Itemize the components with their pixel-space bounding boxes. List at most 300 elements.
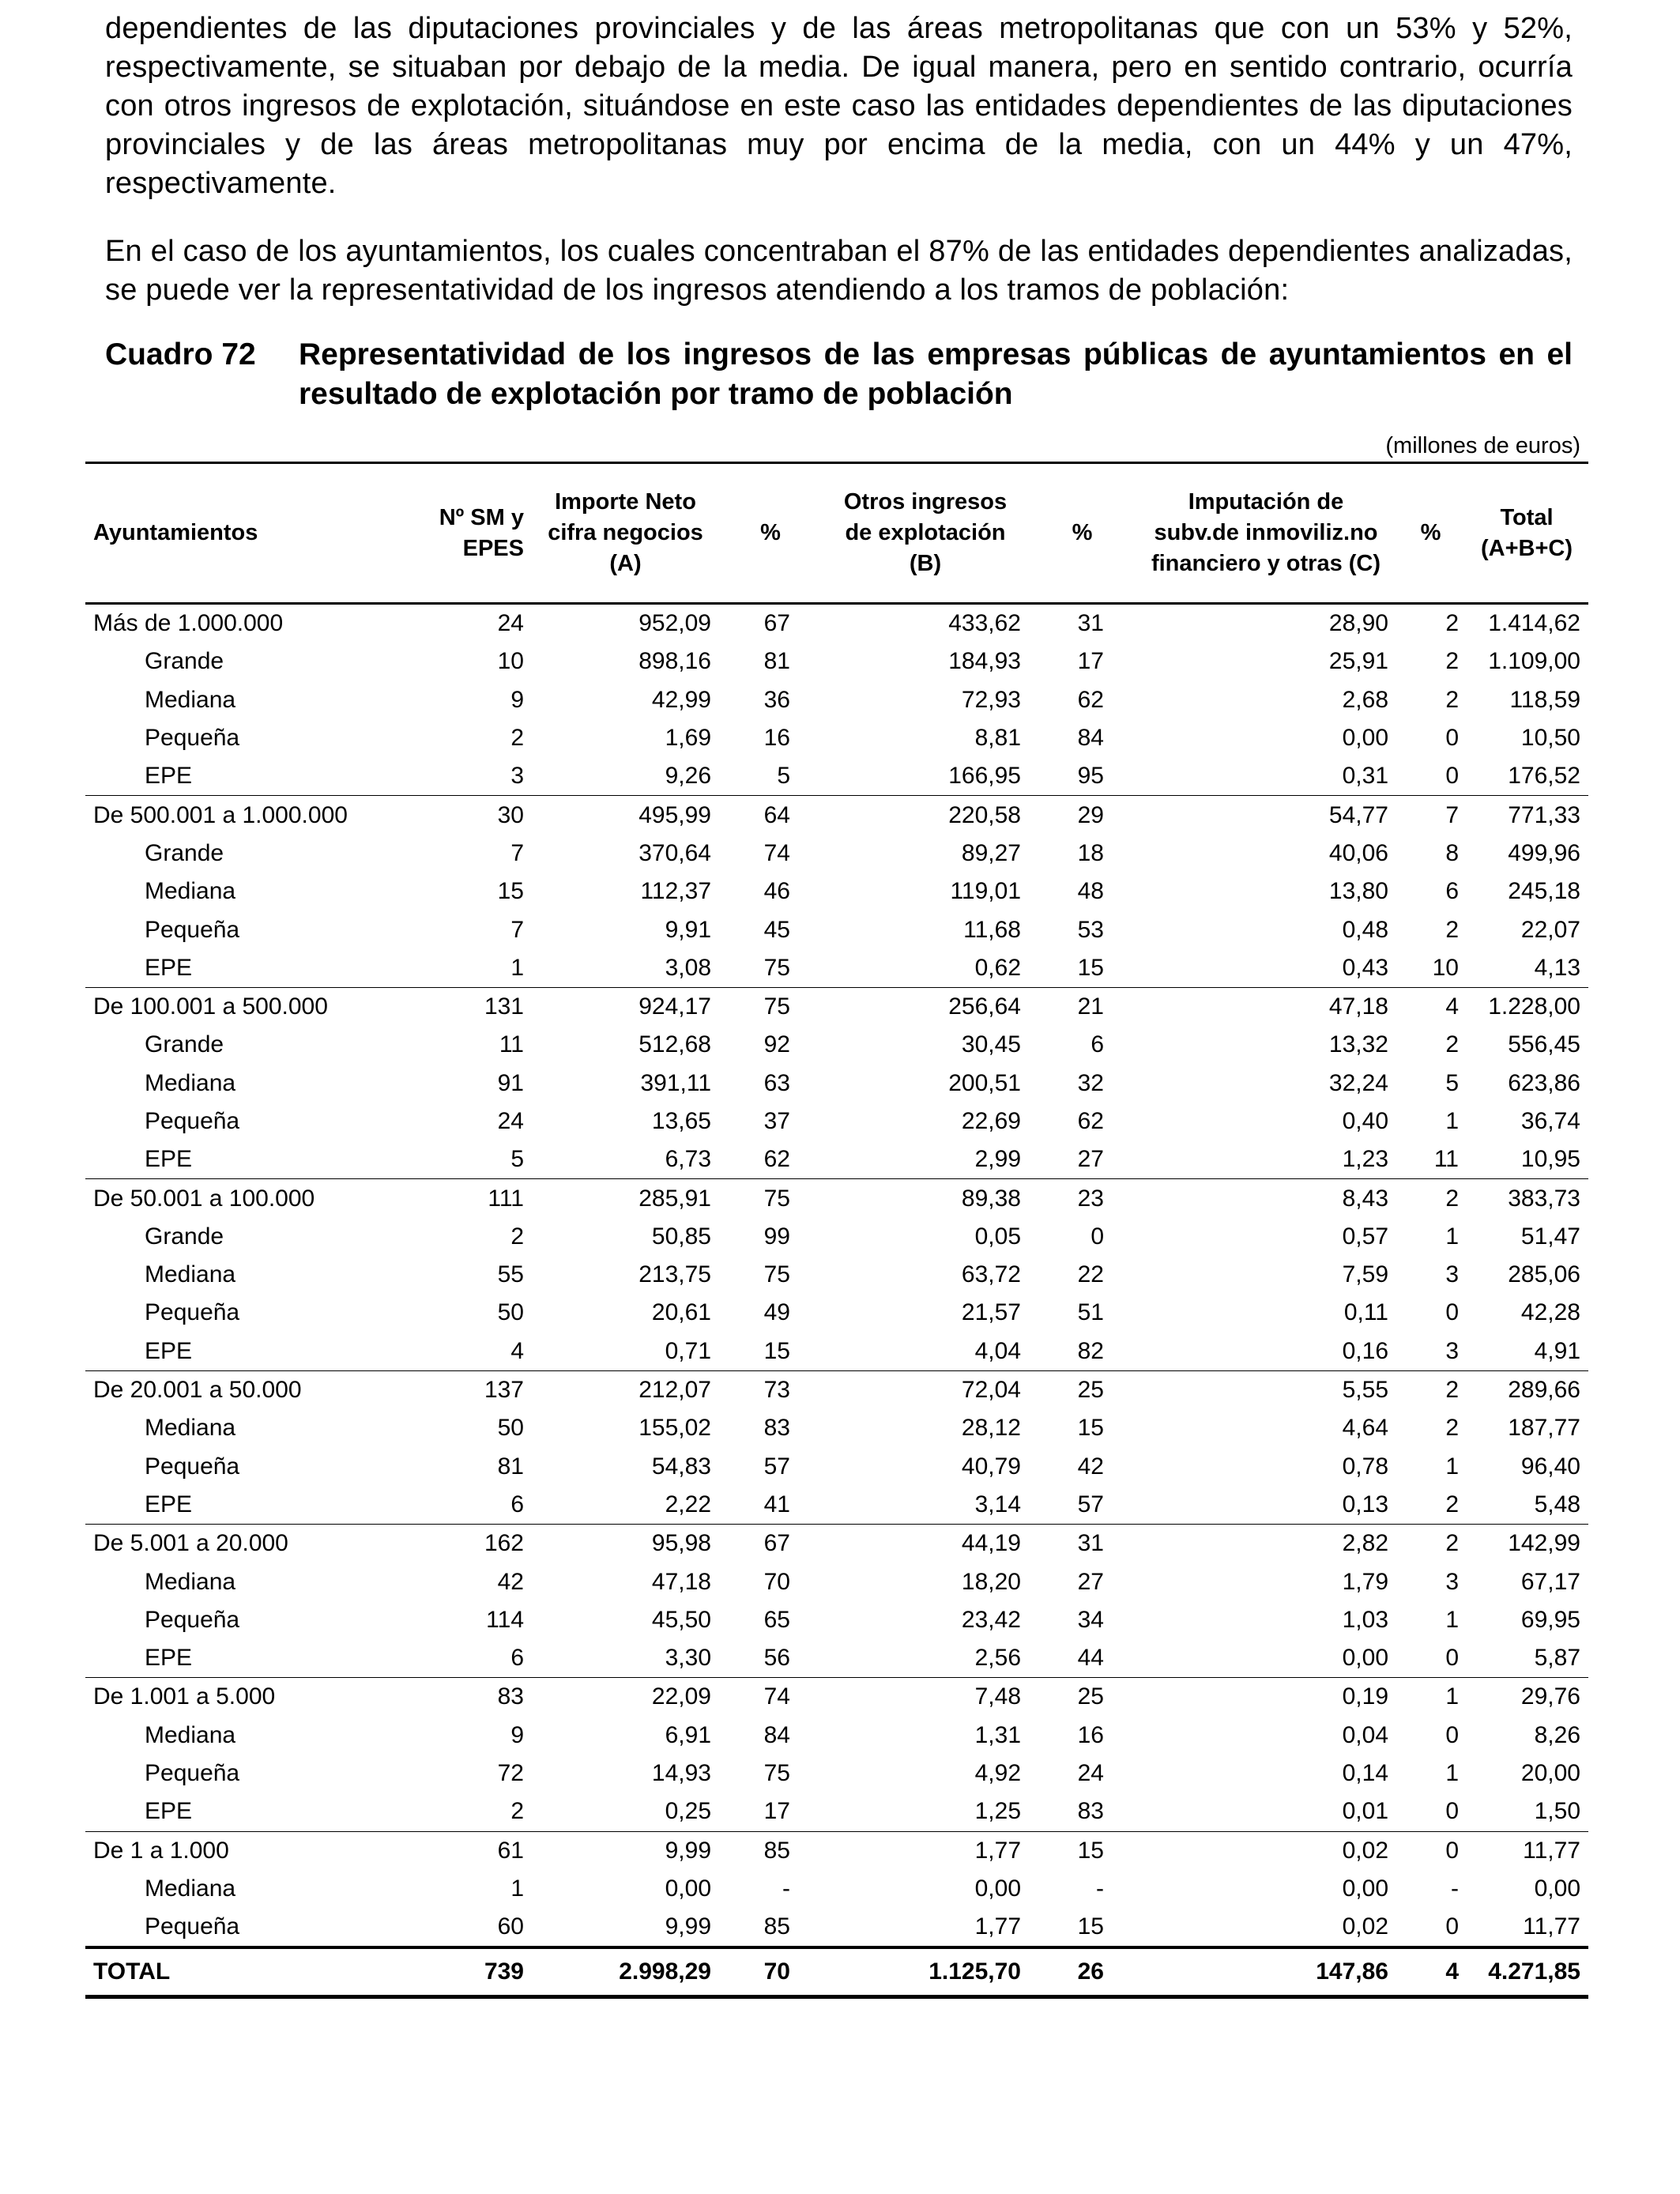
cell-imputacion: 0,40 xyxy=(1342,1108,1388,1134)
cell-pct-a: 46 xyxy=(763,878,790,905)
cell-pct-a: 75 xyxy=(763,1760,790,1787)
row-label: De 5.001 a 20.000 xyxy=(85,1525,408,1563)
col-header-total: Total (A+B+C) xyxy=(1465,463,1588,604)
cell-pct-c: 3 xyxy=(1445,1337,1459,1364)
cell-num-entities: 15 xyxy=(497,878,524,905)
cell-pct-a: 15 xyxy=(763,1337,790,1364)
row-label: Pequeña xyxy=(145,1299,240,1326)
cell-pct-c: 4 xyxy=(1396,1947,1465,1997)
cell-importe-neto: 9,99 xyxy=(665,1913,711,1940)
cell-pct-c: 0 xyxy=(1445,1645,1459,1672)
col-header-ayuntamientos: Ayuntamientos xyxy=(85,463,408,604)
table-header-row xyxy=(85,463,1588,604)
cell-pct-c: 2 xyxy=(1396,604,1465,643)
cell-imputacion: 1,23 xyxy=(1342,1146,1388,1173)
cell-importe-neto: 6,91 xyxy=(665,1721,711,1748)
table-row xyxy=(85,1256,1588,1294)
table-row xyxy=(85,873,1588,910)
cell-importe-neto: 370,64 xyxy=(638,839,711,866)
cell-num-entities: 4 xyxy=(510,1337,524,1364)
col-header-num-entities: Nº SM y EPES xyxy=(408,463,532,604)
cell-num-entities: 50 xyxy=(497,1415,524,1442)
cell-num-entities: 7 xyxy=(510,839,524,866)
cell-total: 0,00 xyxy=(1534,1875,1580,1902)
row-label: TOTAL xyxy=(85,1947,408,1997)
cell-otros-ingresos: 433,62 xyxy=(822,604,1029,643)
cell-imputacion: 0,04 xyxy=(1342,1721,1388,1748)
cell-pct-a: 41 xyxy=(763,1491,790,1517)
cell-pct-b: 62 xyxy=(1077,686,1104,713)
cell-pct-a: 70 xyxy=(763,1568,790,1595)
caption-title: Representatividad de los ingresos de las empresas públicas de ayuntamientos en el resultado de explotación por tramo de población xyxy=(299,337,1573,411)
cell-imputacion: 0,48 xyxy=(1342,916,1388,943)
cell-importe-neto: 212,07 xyxy=(532,1370,719,1409)
cell-imputacion: 7,59 xyxy=(1342,1261,1388,1288)
cell-num-entities: 60 xyxy=(497,1913,524,1940)
cell-pct-b: 42 xyxy=(1077,1453,1104,1480)
cell-importe-neto: 14,93 xyxy=(651,1760,711,1787)
cell-pct-a: 70 xyxy=(719,1947,822,1997)
cell-num-entities: 50 xyxy=(497,1299,524,1326)
table-row xyxy=(85,643,1588,680)
cell-pct-b: 27 xyxy=(1077,1568,1104,1595)
cell-pct-a: - xyxy=(782,1875,790,1902)
cell-importe-neto: 3,08 xyxy=(665,954,711,981)
cell-pct-c: 8 xyxy=(1445,839,1459,866)
row-label: EPE xyxy=(145,1798,193,1825)
row-label: Grande xyxy=(145,839,224,866)
cell-importe-neto: 13,65 xyxy=(651,1108,711,1134)
cell-imputacion: 1,79 xyxy=(1342,1568,1388,1595)
cell-pct-a: 17 xyxy=(763,1798,790,1825)
cell-otros-ingresos: 184,93 xyxy=(948,648,1021,675)
cell-total: 10,50 xyxy=(1520,725,1580,752)
table-row xyxy=(85,1563,1588,1600)
row-label: EPE xyxy=(145,1146,193,1173)
cell-pct-b: 51 xyxy=(1077,1299,1104,1326)
cell-pct-b: 34 xyxy=(1077,1606,1104,1633)
table-group-row xyxy=(85,1525,1588,1563)
cell-pct-a: 99 xyxy=(763,1223,790,1250)
cell-imputacion: 4,64 xyxy=(1342,1415,1388,1442)
cell-importe-neto: 3,30 xyxy=(665,1645,711,1672)
cell-imputacion: 0,43 xyxy=(1342,954,1388,981)
cell-total: 8,26 xyxy=(1534,1721,1580,1748)
cell-num-entities: 1 xyxy=(510,954,524,981)
cell-importe-neto: 285,91 xyxy=(532,1179,719,1218)
cell-pct-c: 0 xyxy=(1396,1831,1465,1870)
cell-imputacion: 5,55 xyxy=(1136,1370,1396,1409)
cell-num-entities: 10 xyxy=(497,648,524,675)
cell-pct-b: 53 xyxy=(1077,916,1104,943)
cell-otros-ingresos: 44,19 xyxy=(822,1525,1029,1563)
cell-imputacion: 1,03 xyxy=(1342,1606,1388,1633)
cell-pct-a: 85 xyxy=(719,1831,822,1870)
cell-importe-neto: 495,99 xyxy=(532,796,719,835)
cell-pct-a: 57 xyxy=(763,1453,790,1480)
cell-importe-neto: 2.998,29 xyxy=(532,1947,719,1997)
cell-num-entities: 2 xyxy=(510,1223,524,1250)
cell-importe-neto: 0,00 xyxy=(665,1875,711,1902)
cell-pct-a: 36 xyxy=(763,686,790,713)
row-label: Pequeña xyxy=(145,725,240,752)
cell-pct-b: 25 xyxy=(1029,1370,1136,1409)
row-label: De 20.001 a 50.000 xyxy=(85,1370,408,1409)
cell-total: 245,18 xyxy=(1508,878,1580,905)
cell-imputacion: 0,00 xyxy=(1342,1875,1388,1902)
cell-pct-a: 74 xyxy=(763,839,790,866)
cell-pct-b: 31 xyxy=(1029,1525,1136,1563)
cell-pct-b: 15 xyxy=(1029,1831,1136,1870)
cell-total: 623,86 xyxy=(1508,1069,1580,1096)
cell-num-entities: 162 xyxy=(408,1525,532,1563)
cell-otros-ingresos: 0,62 xyxy=(974,954,1021,981)
table-row xyxy=(85,1103,1588,1140)
cell-pct-c: 2 xyxy=(1445,1415,1459,1442)
cell-total: 51,47 xyxy=(1520,1223,1580,1250)
cell-importe-neto: 9,91 xyxy=(665,916,711,943)
cell-pct-a: 83 xyxy=(763,1415,790,1442)
row-label: Pequeña xyxy=(145,1760,240,1787)
cell-total: 4,91 xyxy=(1534,1337,1580,1364)
cell-total: 5,48 xyxy=(1534,1491,1580,1517)
cell-otros-ingresos: 28,12 xyxy=(961,1415,1021,1442)
cell-total: 285,06 xyxy=(1508,1261,1580,1288)
cell-otros-ingresos: 0,05 xyxy=(974,1223,1021,1250)
cell-total: 176,52 xyxy=(1508,763,1580,790)
cell-pct-a: 64 xyxy=(719,796,822,835)
cell-otros-ingresos: 72,04 xyxy=(822,1370,1029,1409)
cell-pct-a: 45 xyxy=(763,916,790,943)
cell-num-entities: 11 xyxy=(499,1031,524,1058)
table-row xyxy=(85,1294,1588,1332)
cell-num-entities: 5 xyxy=(510,1146,524,1173)
row-label: Mediana xyxy=(145,1261,236,1288)
cell-otros-ingresos: 166,95 xyxy=(948,763,1021,790)
col-header-pct-a: % xyxy=(719,463,822,604)
cell-pct-c: 0 xyxy=(1445,1299,1459,1326)
cell-imputacion: 25,91 xyxy=(1328,648,1388,675)
cell-otros-ingresos: 89,38 xyxy=(822,1179,1029,1218)
cell-otros-ingresos: 1.125,70 xyxy=(822,1947,1029,1997)
cell-pct-c: 7 xyxy=(1396,796,1465,835)
cell-num-entities: 1 xyxy=(510,1875,524,1902)
cell-total: 67,17 xyxy=(1520,1568,1580,1595)
table-group-row xyxy=(85,796,1588,835)
row-label: Mediana xyxy=(145,1069,236,1096)
cell-imputacion: 0,02 xyxy=(1342,1913,1388,1940)
cell-importe-neto: 42,99 xyxy=(651,686,711,713)
row-label: De 50.001 a 100.000 xyxy=(85,1179,408,1218)
cell-total: 4.271,85 xyxy=(1465,1947,1588,1997)
cell-otros-ingresos: 22,69 xyxy=(961,1108,1021,1134)
cell-importe-neto: 6,73 xyxy=(665,1146,711,1173)
cell-pct-b: 0 xyxy=(1090,1223,1104,1250)
row-label: EPE xyxy=(145,1491,193,1517)
cell-total: 1,50 xyxy=(1534,1798,1580,1825)
cell-otros-ingresos: 89,27 xyxy=(961,839,1021,866)
cell-otros-ingresos: 2,99 xyxy=(974,1146,1021,1173)
cell-total: 22,07 xyxy=(1520,916,1580,943)
cell-pct-a: 74 xyxy=(719,1678,822,1717)
cell-otros-ingresos: 1,77 xyxy=(974,1913,1021,1940)
row-label: De 100.001 a 500.000 xyxy=(85,987,408,1026)
cell-imputacion: 0,16 xyxy=(1342,1337,1388,1364)
cell-total: 36,74 xyxy=(1520,1108,1580,1134)
cell-imputacion: 0,14 xyxy=(1342,1760,1388,1787)
col-header-pct-b: % xyxy=(1029,463,1136,604)
table-row xyxy=(85,1065,1588,1103)
cell-importe-neto: 898,16 xyxy=(638,648,711,675)
cell-pct-a: 16 xyxy=(763,725,790,752)
cell-pct-a: 85 xyxy=(763,1913,790,1940)
cell-otros-ingresos: 200,51 xyxy=(948,1069,1021,1096)
cell-pct-a: 73 xyxy=(719,1370,822,1409)
cell-pct-c: 0 xyxy=(1445,1721,1459,1748)
cell-total: 556,45 xyxy=(1508,1031,1580,1058)
table-row xyxy=(85,1908,1588,1947)
cell-num-entities: 61 xyxy=(408,1831,532,1870)
cell-importe-neto: 54,83 xyxy=(651,1453,711,1480)
cell-pct-c: 2 xyxy=(1396,1370,1465,1409)
cell-pct-b: 48 xyxy=(1077,878,1104,905)
cell-pct-a: 75 xyxy=(719,1179,822,1218)
cell-pct-a: 37 xyxy=(763,1108,790,1134)
cell-importe-neto: 95,98 xyxy=(532,1525,719,1563)
cell-pct-b: 15 xyxy=(1077,954,1104,981)
cell-pct-a: 56 xyxy=(763,1645,790,1672)
cell-pct-a: 75 xyxy=(763,954,790,981)
table-row xyxy=(85,835,1588,873)
cell-otros-ingresos: 7,48 xyxy=(822,1678,1029,1717)
cell-total: 289,66 xyxy=(1465,1370,1588,1409)
cell-pct-c: 5 xyxy=(1445,1069,1459,1096)
table-row xyxy=(85,1333,1588,1371)
cell-imputacion: 2,68 xyxy=(1342,686,1388,713)
cell-importe-neto: 2,22 xyxy=(665,1491,711,1517)
cell-num-entities: 3 xyxy=(510,763,524,790)
cell-pct-b: 62 xyxy=(1077,1108,1104,1134)
cell-importe-neto: 9,26 xyxy=(665,763,711,790)
cell-total: 20,00 xyxy=(1520,1760,1580,1787)
cell-total: 10,95 xyxy=(1520,1146,1580,1173)
row-label: Pequeña xyxy=(145,916,240,943)
cell-pct-c: 2 xyxy=(1445,1491,1459,1517)
cell-pct-c: 1 xyxy=(1445,1760,1459,1787)
cell-num-entities: 9 xyxy=(510,1721,524,1748)
row-label: Pequeña xyxy=(145,1606,240,1633)
cell-total: 1.109,00 xyxy=(1488,648,1580,675)
cell-pct-b: 83 xyxy=(1077,1798,1104,1825)
cell-imputacion: 28,90 xyxy=(1136,604,1396,643)
cell-importe-neto: 47,18 xyxy=(651,1568,711,1595)
cell-otros-ingresos: 119,01 xyxy=(950,878,1021,905)
cell-pct-c: 2 xyxy=(1445,916,1459,943)
unit-note: (millones de euros) xyxy=(1385,433,1580,458)
cell-pct-c: 11 xyxy=(1433,1146,1459,1173)
cell-num-entities: 131 xyxy=(408,987,532,1026)
cell-total: 383,73 xyxy=(1465,1179,1588,1218)
cell-num-entities: 83 xyxy=(408,1678,532,1717)
cell-pct-b: 31 xyxy=(1029,604,1136,643)
cell-total: 499,96 xyxy=(1508,839,1580,866)
row-label: De 1 a 1.000 xyxy=(85,1831,408,1870)
caption-label: Cuadro 72 xyxy=(105,337,256,371)
cell-pct-b: 84 xyxy=(1077,725,1104,752)
table-row xyxy=(85,1639,1588,1678)
cell-otros-ingresos: 63,72 xyxy=(961,1261,1021,1288)
cell-otros-ingresos: 8,81 xyxy=(974,725,1021,752)
cell-pct-b: 15 xyxy=(1077,1415,1104,1442)
body-paragraph-2: En el caso de los ayuntamientos, los cuales concentraban el 87% de las entidades dependientes analizadas, se puede ver la representatividad de los ingresos atendiendo a los tramos de población: xyxy=(105,235,1573,307)
cell-num-entities: 42 xyxy=(497,1568,524,1595)
cell-total: 69,95 xyxy=(1520,1606,1580,1633)
cell-imputacion: 0,11 xyxy=(1343,1299,1388,1326)
cell-pct-a: 65 xyxy=(763,1606,790,1633)
cell-otros-ingresos: 18,20 xyxy=(961,1568,1021,1595)
table-group-row xyxy=(85,1678,1588,1717)
row-label: De 1.001 a 5.000 xyxy=(85,1678,408,1717)
cell-num-entities: 111 xyxy=(408,1179,532,1218)
cell-otros-ingresos: 30,45 xyxy=(961,1031,1021,1058)
cell-total: 4,13 xyxy=(1534,954,1580,981)
cell-pct-b: 18 xyxy=(1077,839,1104,866)
cell-num-entities: 72 xyxy=(497,1760,524,1787)
cell-imputacion: 40,06 xyxy=(1328,839,1388,866)
cell-pct-c: 3 xyxy=(1445,1568,1459,1595)
cell-pct-c: 1 xyxy=(1445,1606,1459,1633)
table-group-row xyxy=(85,987,1588,1026)
cell-pct-b: 95 xyxy=(1077,763,1104,790)
cell-pct-a: 49 xyxy=(763,1299,790,1326)
cell-importe-neto: 20,61 xyxy=(651,1299,711,1326)
cell-importe-neto: 22,09 xyxy=(532,1678,719,1717)
table-row xyxy=(85,1486,1588,1525)
cell-imputacion: 0,57 xyxy=(1342,1223,1388,1250)
cell-imputacion: 0,00 xyxy=(1342,1645,1388,1672)
cell-pct-a: 62 xyxy=(763,1146,790,1173)
table-row xyxy=(85,949,1588,988)
cell-pct-b: 24 xyxy=(1077,1760,1104,1787)
cell-num-entities: 2 xyxy=(510,1798,524,1825)
cell-total: 42,28 xyxy=(1520,1299,1580,1326)
row-label: Mediana xyxy=(145,1875,236,1902)
cell-pct-c: 0 xyxy=(1445,763,1459,790)
cell-num-entities: 30 xyxy=(408,796,532,835)
cell-pct-b: 29 xyxy=(1029,796,1136,835)
cell-num-entities: 91 xyxy=(497,1069,524,1096)
cell-importe-neto: 0,25 xyxy=(665,1798,711,1825)
row-label: De 500.001 a 1.000.000 xyxy=(85,796,408,835)
cell-pct-b: 17 xyxy=(1077,648,1104,675)
cell-otros-ingresos: 4,04 xyxy=(974,1337,1021,1364)
table-row xyxy=(85,1717,1588,1755)
cell-pct-c: 3 xyxy=(1445,1261,1459,1288)
cell-importe-neto: 50,85 xyxy=(651,1223,711,1250)
cell-pct-c: 0 xyxy=(1445,1798,1459,1825)
cell-pct-a: 75 xyxy=(763,1261,790,1288)
cell-imputacion: 147,86 xyxy=(1136,1947,1396,1997)
row-label: Mediana xyxy=(145,1721,236,1748)
cell-otros-ingresos: 256,64 xyxy=(822,987,1029,1026)
col-header-pct-c: % xyxy=(1396,463,1465,604)
table-total-row xyxy=(85,1947,1588,1997)
body-paragraph-1: dependientes de las diputaciones provinciales y de las áreas metropolitanas que con un 53% y 52%, respectivamente, se situaban por debajo de la media. De igual manera, pero en sentido contrario, ocurría con otros ingresos de explotación, situándose en este caso las entidades dependientes de las diputaciones provinciales y de las áreas metropolitanas muy por encima de la media, con un 44% y un 47%, respectivamente. xyxy=(105,12,1573,200)
col-header-otros-ingresos: Otros ingresos de explotación (B) xyxy=(822,463,1029,604)
cell-pct-b: 27 xyxy=(1077,1146,1104,1173)
cell-pct-c: 10 xyxy=(1432,954,1459,981)
cell-otros-ingresos: 1,31 xyxy=(974,1721,1021,1748)
cell-imputacion: 32,24 xyxy=(1328,1069,1388,1096)
cell-total: 96,40 xyxy=(1520,1453,1580,1480)
cell-pct-c: 2 xyxy=(1445,648,1459,675)
cell-pct-a: 92 xyxy=(763,1031,790,1058)
cell-pct-a: 5 xyxy=(777,763,790,790)
row-label: Pequeña xyxy=(145,1453,240,1480)
cell-importe-neto: 45,50 xyxy=(651,1606,711,1633)
cell-importe-neto: 952,09 xyxy=(532,604,719,643)
cell-num-entities: 739 xyxy=(408,1947,532,1997)
cell-pct-b: 25 xyxy=(1029,1678,1136,1717)
cell-otros-ingresos: 2,56 xyxy=(974,1645,1021,1672)
row-label: EPE xyxy=(145,1337,193,1364)
table-row xyxy=(85,1409,1588,1447)
row-label: Grande xyxy=(145,1223,224,1250)
row-label: Mediana xyxy=(145,1568,236,1595)
cell-pct-b: - xyxy=(1096,1875,1104,1902)
cell-pct-c: 6 xyxy=(1445,878,1459,905)
cell-pct-c: 1 xyxy=(1445,1453,1459,1480)
cell-pct-b: 15 xyxy=(1077,1913,1104,1940)
table-row xyxy=(85,681,1588,719)
cell-pct-a: 81 xyxy=(763,648,790,675)
cell-imputacion: 0,31 xyxy=(1342,763,1388,790)
cell-pct-a: 63 xyxy=(763,1069,790,1096)
cell-pct-c: 2 xyxy=(1445,1031,1459,1058)
cell-total: 771,33 xyxy=(1465,796,1588,835)
row-label: Mediana xyxy=(145,878,236,905)
row-label: EPE xyxy=(145,954,193,981)
table-row xyxy=(85,910,1588,948)
cell-pct-b: 21 xyxy=(1029,987,1136,1026)
row-label: Más de 1.000.000 xyxy=(85,604,408,643)
cell-num-entities: 137 xyxy=(408,1370,532,1409)
cell-imputacion: 2,82 xyxy=(1136,1525,1396,1563)
cell-otros-ingresos: 11,68 xyxy=(963,916,1021,943)
table-row xyxy=(85,1755,1588,1793)
row-label: Grande xyxy=(145,648,224,675)
table-row xyxy=(85,1870,1588,1908)
cell-pct-a: 67 xyxy=(719,1525,822,1563)
cell-pct-c: 1 xyxy=(1396,1678,1465,1717)
cell-total: 187,77 xyxy=(1508,1415,1580,1442)
table-group-row xyxy=(85,604,1588,643)
cell-pct-c: 0 xyxy=(1445,1913,1459,1940)
cell-total: 29,76 xyxy=(1465,1678,1588,1717)
cell-importe-neto: 512,68 xyxy=(638,1031,711,1058)
col-header-importe-neto: Importe Neto cifra negocios (A) xyxy=(532,463,719,604)
cell-num-entities: 2 xyxy=(510,725,524,752)
cell-total: 1.414,62 xyxy=(1465,604,1588,643)
table-row xyxy=(85,1601,1588,1639)
table-row xyxy=(85,1218,1588,1256)
cell-pct-c: 2 xyxy=(1396,1525,1465,1563)
cell-pct-b: 44 xyxy=(1077,1645,1104,1672)
row-label: EPE xyxy=(145,763,193,790)
cell-otros-ingresos: 1,77 xyxy=(822,1831,1029,1870)
cell-otros-ingresos: 1,25 xyxy=(974,1798,1021,1825)
cell-num-entities: 81 xyxy=(497,1453,524,1480)
